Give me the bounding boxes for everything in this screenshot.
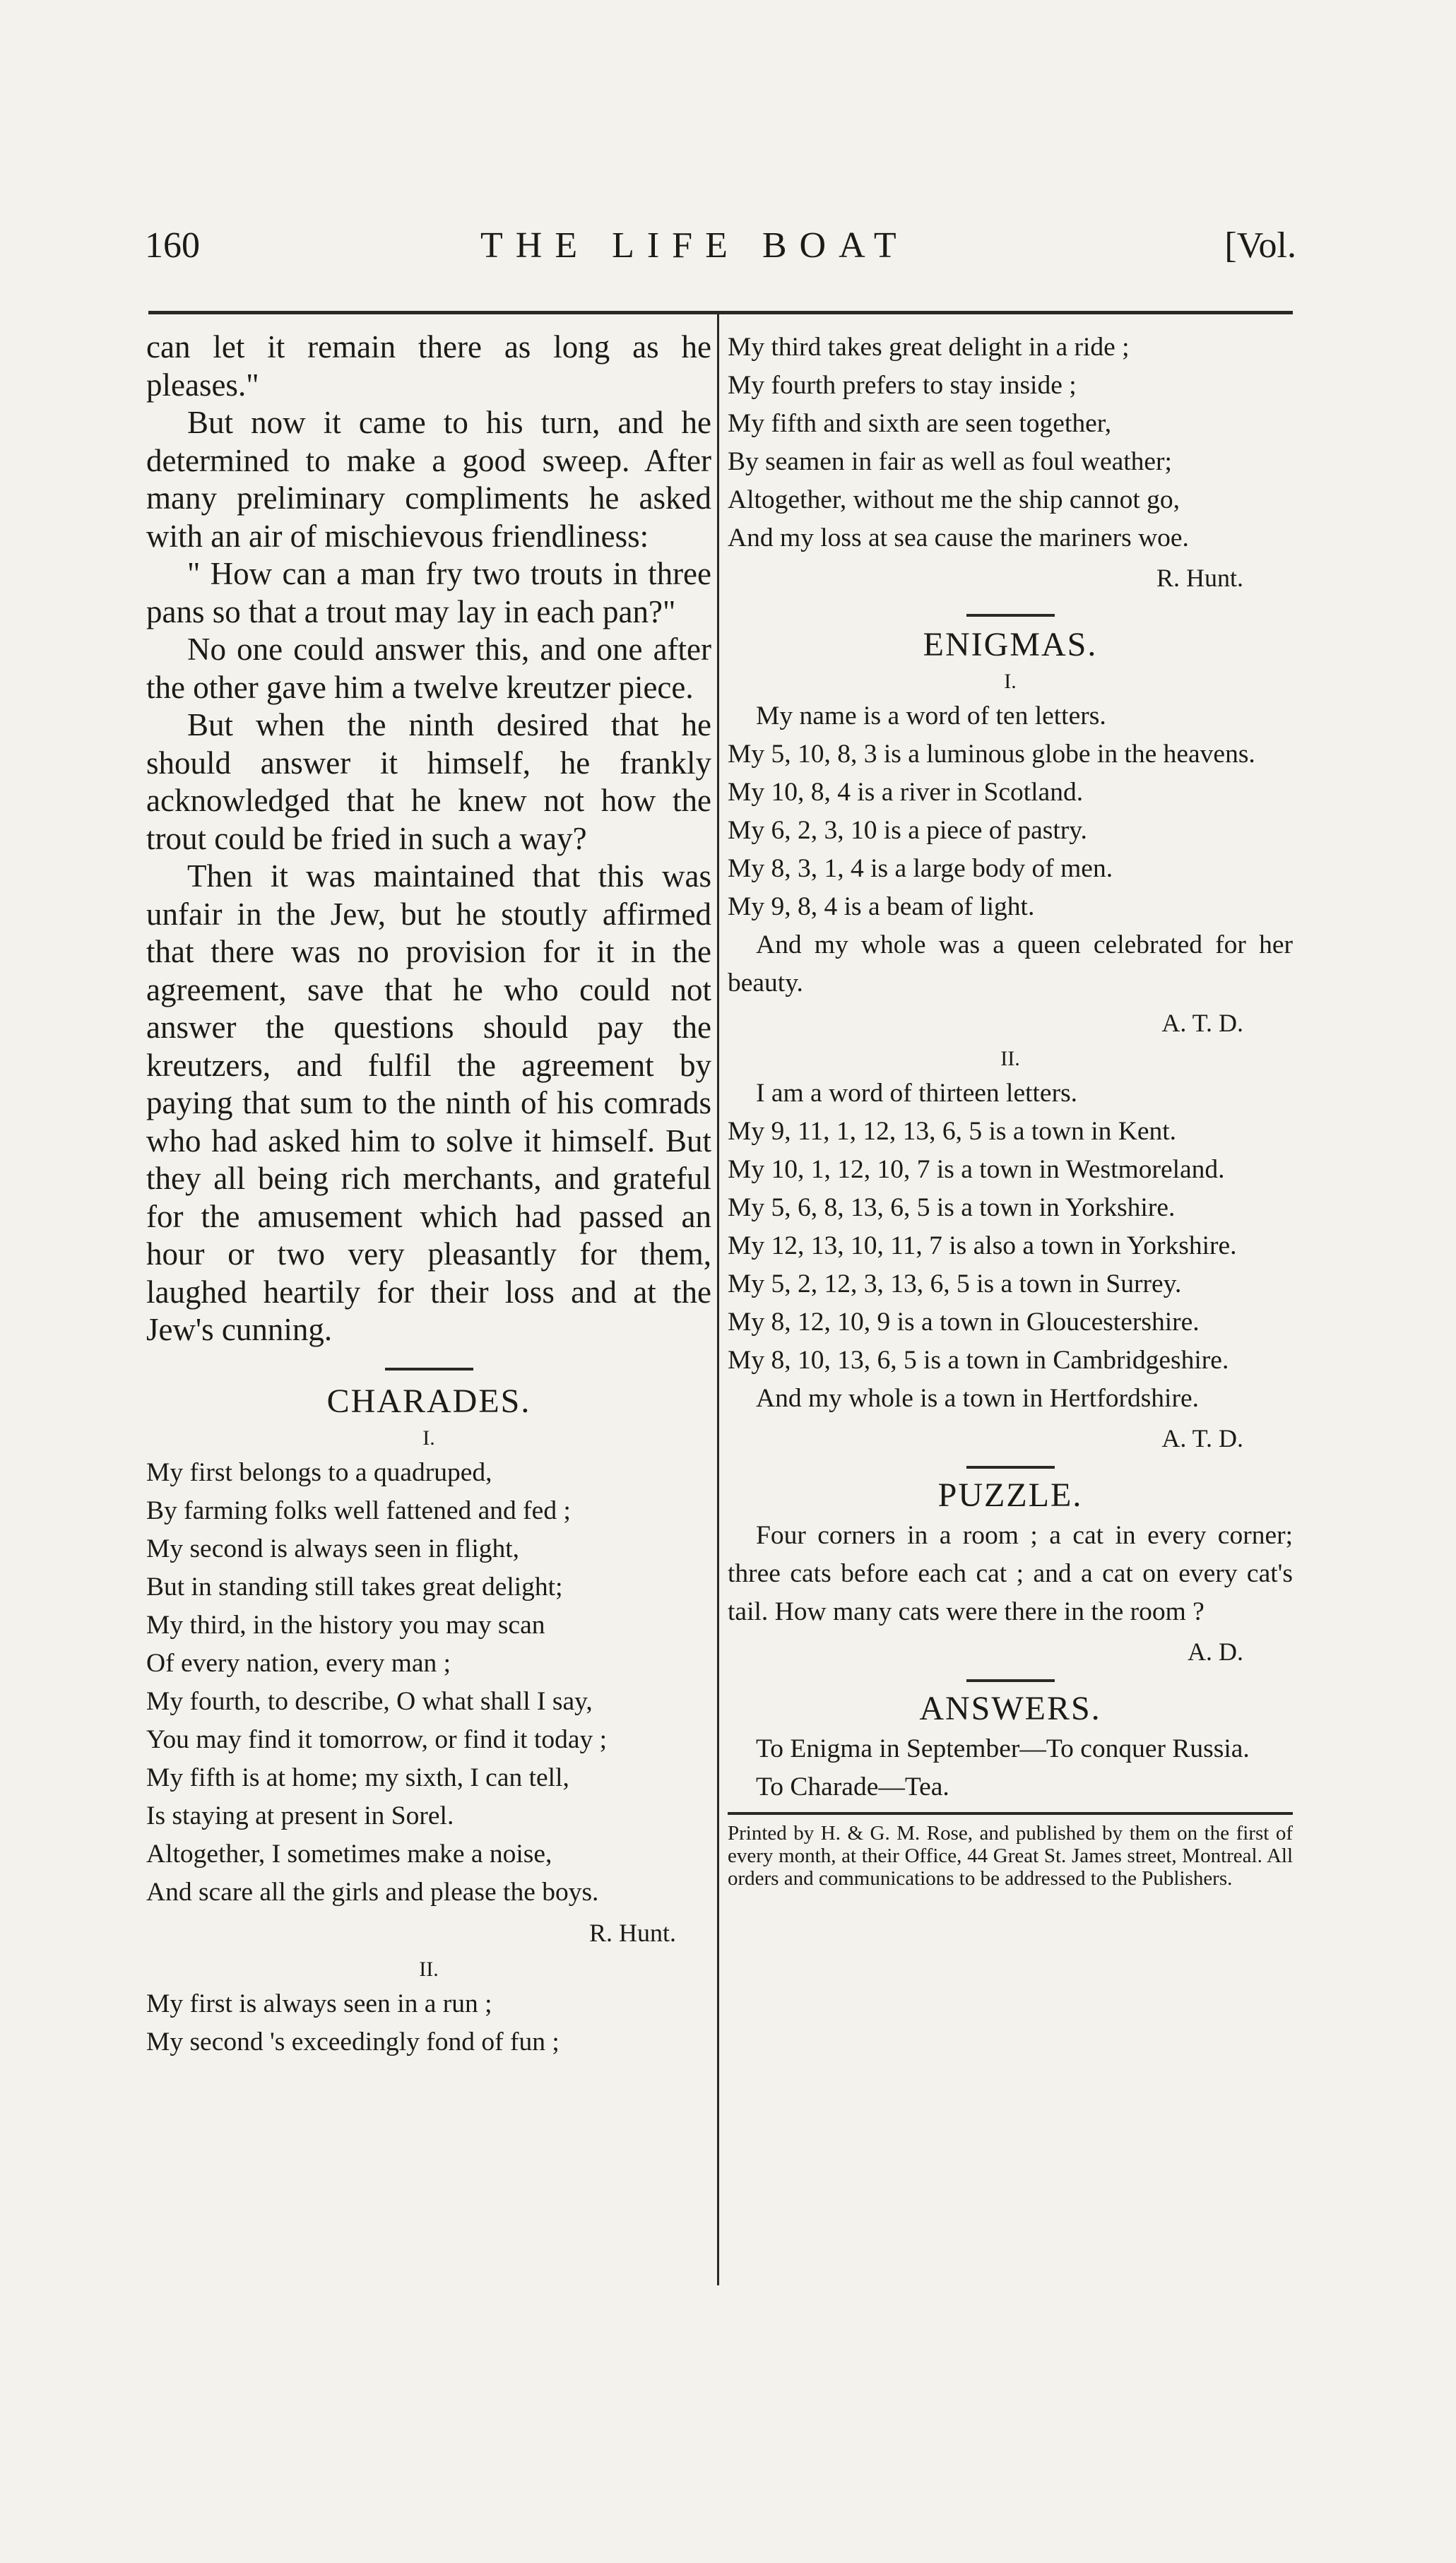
verse-line: My second is always seen in flight, (146, 1534, 520, 1563)
verse-line: My second 's exceedingly fond of fun ; (146, 2027, 560, 2056)
story-paragraph: Then it was maintained that this was unfair in the Jew, but he stoutly affirmed that there was no provision for it in the agreement, save that he who could not answer the questions should pay the kreutzers, and fulfil the agreement by paying that sum to the ninth of his comrads who had asked him to solve it himself. But they all being rich merchants, and grateful for the amusement which had passed an hour or two very pleasantly for them, laughed heartily for their loss and at the Jew's cunning. (146, 858, 711, 1347)
page-number: 160 (145, 225, 200, 266)
verse-line: Altogether, without me the ship cannot go, (728, 485, 1180, 514)
enigma-line: My name is a word of ten letters. (756, 702, 1106, 730)
signature: A. T. D. (1161, 1424, 1243, 1452)
answer-line: To Charade—Tea. (756, 1772, 949, 1801)
charades-heading: CHARADES. (326, 1382, 531, 1420)
enigma-line: My 5, 6, 8, 13, 6, 5 is a town in Yorkshire. (728, 1193, 1176, 1222)
enigma-line: And my whole was a queen celebrated for her beauty. (728, 930, 1293, 998)
verse-line: My third takes great delight in a ride ; (728, 333, 1130, 362)
column-divider (717, 314, 719, 2285)
story-paragraph: But when the ninth desired that he should answer it himself, he frankly acknowledged that he knew not how the trout could be fried in such a way? (146, 707, 711, 856)
verse-line: My first is always seen in a run ; (146, 1989, 492, 2018)
signature: R. Hunt. (1156, 564, 1243, 592)
verse-line: Of every nation, every man ; (146, 1648, 451, 1678)
story-paragraph: can let it remain there as long as he pleases." (146, 329, 711, 403)
enigma-line: My 9, 8, 4 is a beam of light. (728, 892, 1035, 921)
signature: A. D. (1188, 1638, 1243, 1666)
story-paragraph: No one could answer this, and one after the other gave him a twelve kreutzer piece. (146, 632, 711, 705)
answer-line: To Enigma in September—To conquer Russia. (756, 1734, 1250, 1763)
running-title: THE LIFE BOAT (480, 225, 909, 266)
verse-line: Altogether, I sometimes make a noise, (146, 1839, 552, 1869)
verse-line: My third, in the history you may scan (146, 1610, 545, 1640)
enigma-line: My 5, 2, 12, 3, 13, 6, 5 is a town in Surrey. (728, 1269, 1182, 1298)
section-rule (385, 1368, 473, 1371)
enigma-number: I. (1004, 670, 1017, 693)
puzzle-heading: PUZZLE. (937, 1476, 1083, 1514)
enigma-line: My 6, 2, 3, 10 is a piece of pastry. (728, 816, 1087, 845)
puzzle-text (728, 1517, 1293, 1631)
volume-label: [Vol. (1224, 225, 1296, 266)
answers-heading: ANSWERS. (919, 1690, 1101, 1727)
enigma-line: My 10, 8, 4 is a river in Scotland. (728, 778, 1084, 807)
charade-number: II. (419, 1957, 439, 1981)
verse-line: My fourth, to describe, O what shall I say, (146, 1686, 593, 1716)
enigma-line: And my whole is a town in Hertfordshire. (756, 1384, 1199, 1413)
verse-line: Is staying at present in Sorel. (146, 1801, 454, 1830)
charade-1-verse (146, 1454, 711, 1912)
verse-line: But in standing still takes great delight; (146, 1572, 563, 1602)
enigma-1 (728, 697, 1293, 1002)
verse-line: My first belongs to a quadruped, (146, 1457, 492, 1487)
verse-line: You may find it tomorrow, or find it today ; (146, 1724, 608, 1754)
charade-2-verse (146, 1985, 711, 2061)
verse-line: My fifth and sixth are seen together, (728, 409, 1112, 438)
story-paragraph: But now it came to his turn, and he determined to make a good sweep. After many preliminary compliments he asked with an air of mischievous friendliness: (146, 405, 711, 554)
printer-imprint: Printed by H. & G. M. Rose, and published by them on the first of every month, at their Office, 44 Great St. James street, Montreal. All orders and communications to be addressed to the Publishers. (728, 1812, 1293, 1890)
section-rule (966, 614, 1055, 617)
enigma-line: My 9, 11, 1, 12, 13, 6, 5 is a town in Kent. (728, 1117, 1177, 1146)
section-rule (966, 1679, 1055, 1682)
enigma-number: II. (1000, 1047, 1020, 1070)
charade-2-verse-continued (728, 328, 1293, 557)
enigma-line: My 8, 3, 1, 4 is a large body of men. (728, 854, 1113, 883)
enigma-2 (728, 1075, 1293, 1418)
section-rule (966, 1466, 1055, 1469)
puzzle-paragraph: Four corners in a room ; a cat in every corner; three cats before each cat ; and a cat on every cat's tail. How many cats were there in the room ? (728, 1521, 1293, 1626)
story-text (146, 328, 711, 1349)
enigma-line: My 5, 10, 8, 3 is a luminous globe in the heavens. (728, 740, 1255, 769)
right-column (728, 328, 1293, 1890)
verse-line: And scare all the girls and please the boys. (146, 1877, 599, 1907)
enigma-line: My 8, 12, 10, 9 is a town in Gloucestershire. (728, 1308, 1200, 1337)
answers-list (728, 1730, 1293, 1806)
verse-line: My fourth prefers to stay inside ; (728, 371, 1077, 400)
signature: R. Hunt. (588, 1918, 676, 1947)
verse-line: By farming folks well fattened and fed ; (146, 1496, 571, 1525)
page-header (145, 225, 1296, 281)
enigmas-heading: ENIGMAS. (923, 626, 1098, 663)
verse-line: And my loss at sea cause the mariners woe. (728, 523, 1189, 552)
charade-number: I. (422, 1426, 435, 1450)
enigma-line: I am a word of thirteen letters. (756, 1079, 1078, 1108)
verse-line: My fifth is at home; my sixth, I can tell, (146, 1763, 569, 1792)
left-column (146, 328, 711, 2061)
signature: A. T. D. (1161, 1009, 1243, 1037)
verse-line: By seamen in fair as well as foul weather; (728, 447, 1172, 476)
story-paragraph: " How can a man fry two trouts in three pans so that a trout may lay in each pan?" (146, 556, 711, 629)
enigma-line: My 8, 10, 13, 6, 5 is a town in Cambridgeshire. (728, 1346, 1229, 1375)
header-rule (148, 311, 1293, 314)
enigma-line: My 12, 13, 10, 11, 7 is also a town in Yorkshire. (728, 1231, 1237, 1260)
enigma-line: My 10, 1, 12, 10, 7 is a town in Westmoreland. (728, 1155, 1225, 1184)
